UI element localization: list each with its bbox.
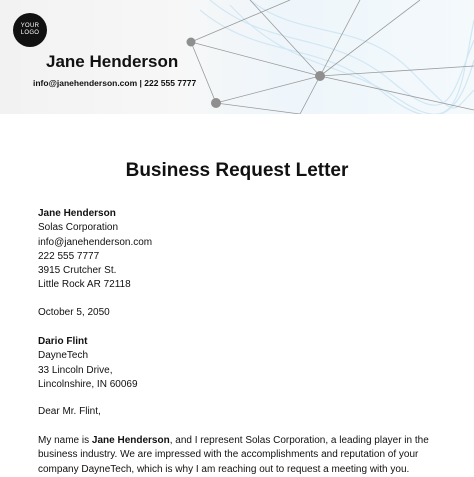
sender-company: Solas Corporation bbox=[38, 222, 119, 234]
network-node bbox=[315, 71, 325, 81]
recipient-name: Dario Flint bbox=[38, 336, 88, 347]
logo-line-2: LOGO bbox=[20, 30, 40, 36]
recipient-company: DayneTech bbox=[38, 350, 89, 362]
recipient-city: Lincolnshire, IN 60069 bbox=[38, 378, 138, 390]
sender-street: 3915 Crutcher St. bbox=[38, 265, 117, 277]
salutation bbox=[38, 405, 101, 419]
network-node bbox=[187, 38, 196, 47]
company-logo bbox=[13, 13, 47, 47]
sender-city: Little Rock AR 72118 bbox=[38, 279, 131, 291]
network-node bbox=[211, 98, 221, 108]
document-title: Business Request Letter bbox=[125, 160, 349, 181]
sender-name: Jane Henderson bbox=[38, 208, 116, 219]
body-paragraph bbox=[38, 434, 438, 477]
recipient-address-block bbox=[38, 335, 138, 392]
letter-date bbox=[38, 306, 110, 320]
sender-address-block bbox=[38, 207, 152, 293]
letterhead-contact: info@janehenderson.com | 222 555 7777 bbox=[33, 78, 197, 88]
letterhead bbox=[0, 0, 474, 114]
sender-phone: 222 555 7777 bbox=[38, 250, 100, 262]
letterhead-name: Jane Henderson bbox=[46, 52, 179, 71]
salutation-text: Dear Mr. Flint, bbox=[38, 406, 101, 417]
body-name: Jane Henderson bbox=[91, 435, 170, 446]
recipient-street: 33 Lincoln Drive, bbox=[38, 364, 113, 376]
body-rest: , and I represent Solas Corporation, a leading player in the business industry. We are impressed with the accomplishments and reputation of your company DayneTech, which is why I am reaching out to request a meeting with you. bbox=[38, 435, 429, 475]
logo-line-1: YOUR bbox=[20, 23, 40, 29]
sender-email: info@janehenderson.com bbox=[38, 236, 153, 248]
date-text: October 5, 2050 bbox=[38, 307, 110, 318]
body-intro: My name is bbox=[38, 435, 92, 446]
